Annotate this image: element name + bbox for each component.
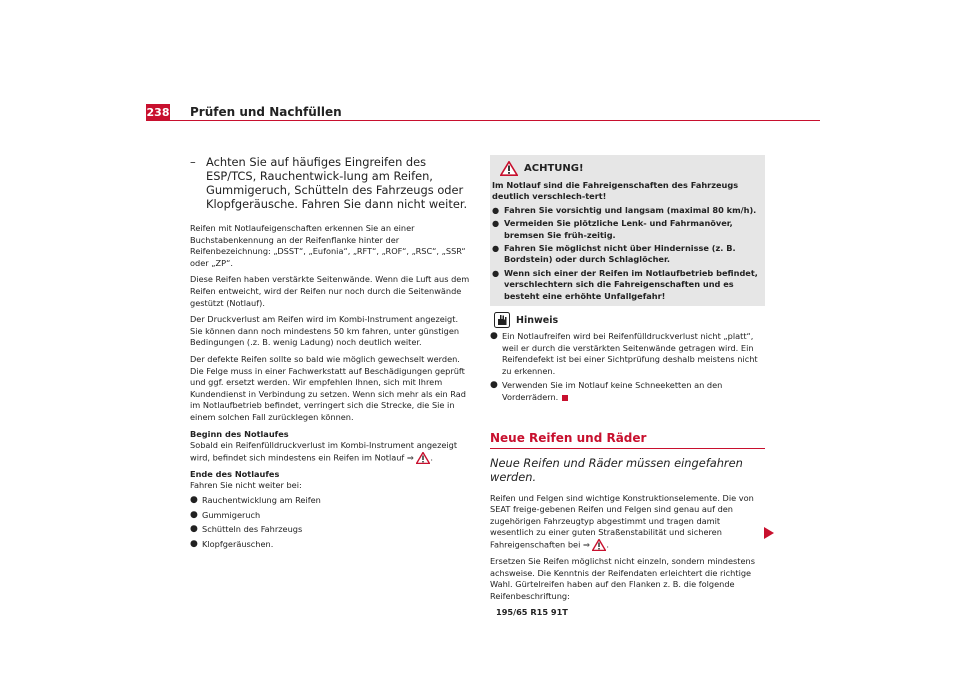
paragraph-runflat-marking: Reifen mit Notlaufeigenschaften erkennen Sie an einer Buchstabenkennung an der Reifenflanke hinter der Reifenbezeichnung: „DSST“, „Eufonia“, „RFT“, „ROF“, „RSC“, „SSR“ oder „ZP“. bbox=[190, 223, 466, 268]
warning-intro: Im Notlauf sind die Fahreigenschaften des Fahrzeugs deutlich verschlech-tert! bbox=[492, 180, 739, 202]
page-number: 238 bbox=[146, 106, 170, 119]
section-subtitle: Neue Reifen und Räder müssen eingefahren werden. bbox=[490, 455, 743, 484]
warning-header bbox=[500, 161, 761, 176]
paragraph-pressure-loss: Der Druckverlust am Reifen wird im Kombi-Instrument angezeigt. Sie können dann noch mindestens 50 km fahren, unter günstigen Bedingungen (.z. B. wenig Ladung) noch deutlich weiter. bbox=[190, 314, 460, 348]
bullet-dot: ● bbox=[492, 267, 500, 278]
list-item-text: Rauchentwicklung am Reifen bbox=[202, 494, 321, 505]
next-page-arrow-icon bbox=[764, 527, 774, 539]
intro-bullet bbox=[190, 155, 470, 211]
bullet-dot: ● bbox=[492, 218, 500, 229]
bullet-dot: ● bbox=[190, 509, 198, 520]
list-item-text: Verwenden Sie im Notlauf keine Schneeketten an den Vorderrädern. bbox=[502, 380, 723, 403]
warning-triangle-icon bbox=[592, 539, 606, 551]
bullet-dot: ● bbox=[190, 538, 198, 549]
warning-list bbox=[492, 205, 761, 302]
ende-heading: Ende des Notlaufes bbox=[190, 468, 280, 479]
list-item bbox=[492, 243, 761, 266]
list-item bbox=[190, 510, 470, 522]
bullet-dot: ● bbox=[492, 204, 500, 215]
paragraph-tires-rims-text: Reifen und Felgen sind wichtige Konstruktionselemente. Die von SEAT freige-gebenen Reifen und Felgen sind genau auf den zugehörigen Fahrzeugtyp abgestimmt und tragen damit wesentlich zu einer guten Straßenstabilität und sicheren Fahreigenschaften bei ⇒ bbox=[490, 492, 754, 550]
warning-triangle-icon bbox=[416, 452, 430, 464]
list-item-text: Klopfgeräuschen. bbox=[202, 538, 274, 549]
list-item-text: Fahren Sie vorsichtig und langsam (maximal 80 km/h). bbox=[504, 204, 757, 215]
warning-box bbox=[490, 155, 765, 306]
paragraph-sidewalls: Diese Reifen haben verstärkte Seitenwände. Wenn die Luft aus dem Reifen entweicht, wird der Reifen nur noch durch die Seitenwände gestützt (Notlauf). bbox=[190, 274, 470, 308]
list-item-text: Schütteln des Fahrzeugs bbox=[202, 524, 303, 535]
list-item-text: Fahren Sie möglichst nicht über Hindernisse (z. B. Bordstein) oder durch Schlaglöcher. bbox=[504, 243, 736, 265]
paragraph-replace-tires: Ersetzen Sie Reifen möglichst nicht einzeln, sondern mindestens achsweise. Die Kenntnis der Reifendaten erleichtert die richtige Wahl. Gürtelreifen haben auf den Flanken z. B. die folgende Reifenbeschriftung: bbox=[490, 556, 755, 601]
bullet-dot: ● bbox=[190, 524, 198, 535]
ende-text: Fahren Sie nicht weiter bei: bbox=[190, 480, 302, 491]
list-item-text: Gummigeruch bbox=[202, 509, 261, 520]
list-item-text: Wenn sich einer der Reifen im Notlaufbetrieb befindet, verschlechtern sich die Fahreigenschaften und es besteht eine erhöhte Unfallgefahr! bbox=[504, 267, 758, 301]
warning-title: ACHTUNG! bbox=[524, 163, 584, 174]
note-hand-icon bbox=[494, 312, 510, 328]
ende-list bbox=[190, 495, 470, 550]
section-divider bbox=[490, 448, 765, 449]
bullet-dot: ● bbox=[490, 331, 498, 342]
list-item bbox=[190, 539, 470, 551]
paragraph-tires-rims: Reifen und Felgen sind wichtige Konstruktionselemente. Die von SEAT freige-gebenen Reifen und Felgen sind genau auf den zugehörigen Fahrzeugtyp abgestimmt und tragen damit wesentlich zu einer guten Straßenstabilität und sicheren Fahreigenschaften bei ⇒ . bbox=[490, 492, 754, 550]
bullet-dot: ● bbox=[190, 494, 198, 505]
list-item bbox=[492, 205, 761, 216]
bullet-dot: ● bbox=[492, 243, 500, 254]
beginn-text: Sobald ein Reifenfülldruckverlust im Kombi-Instrument angezeigt wird, befindet sich mindestens ein Reifen im Notlauf ⇒ . bbox=[190, 440, 458, 463]
section-title: Neue Reifen und Räder bbox=[490, 430, 647, 445]
header-divider bbox=[170, 120, 820, 121]
list-item-text: Vermeiden Sie plötzliche Lenk- und Fahrmanöver, bremsen Sie früh-zeitig. bbox=[504, 218, 733, 240]
right-column bbox=[490, 155, 765, 617]
tire-code: 195/65 R15 91T bbox=[496, 607, 568, 618]
bullet-dot: ● bbox=[490, 380, 498, 391]
list-item-text: Ein Notlaufreifen wird bei Reifenfülldruckverlust nicht „platt“, weil er durch die verstärkten Seitenwände getragen wird. Ein Reifendefekt ist bei einer Sichtprüfung deshalb meistens nicht zu erkennen. bbox=[502, 331, 758, 376]
note-list bbox=[490, 331, 765, 404]
dash-marker: – bbox=[190, 155, 196, 169]
list-item bbox=[490, 380, 765, 403]
beginn-heading: Beginn des Notlaufes bbox=[190, 428, 289, 439]
section-end-marker-icon bbox=[562, 395, 568, 401]
warning-triangle-icon bbox=[500, 161, 518, 176]
note-header bbox=[494, 312, 765, 328]
paragraph-defective-tire: Der defekte Reifen sollte so bald wie möglich gewechselt werden. Die Felge muss in einer Fachwerkstatt auf Beschädigungen geprüft und ggf. ersetzt werden. Wir empfehlen Ihnen, sich mit Ihrem Kundendienst in Verbindung zu setzen. Wenn sich mehr als ein Rad im Notlaufbetrieb befindet, verringert sich die Strecke, die Sie in einem solchen Fall zurücklegen können. bbox=[190, 353, 466, 422]
left-column bbox=[190, 155, 470, 553]
list-item bbox=[490, 331, 765, 377]
list-item bbox=[190, 524, 470, 536]
page-header-title: Prüfen und Nachfüllen bbox=[190, 105, 342, 119]
beginn-text-content: Sobald ein Reifenfülldruckverlust im Kombi-Instrument angezeigt wird, befindet sich mindestens ein Reifen im Notlauf ⇒ bbox=[190, 440, 458, 463]
list-item bbox=[190, 495, 470, 507]
note-title: Hinweis bbox=[516, 314, 559, 326]
intro-bullet-text: Achten Sie auf häufiges Eingreifen des ESP/TCS, Rauchentwick-lung am Reifen, Gummigeruch, Schütteln des Fahrzeugs oder Klopfgeräusche. Fahren Sie dann nicht weiter. bbox=[206, 155, 468, 211]
list-item bbox=[492, 218, 761, 241]
list-item bbox=[492, 268, 761, 302]
